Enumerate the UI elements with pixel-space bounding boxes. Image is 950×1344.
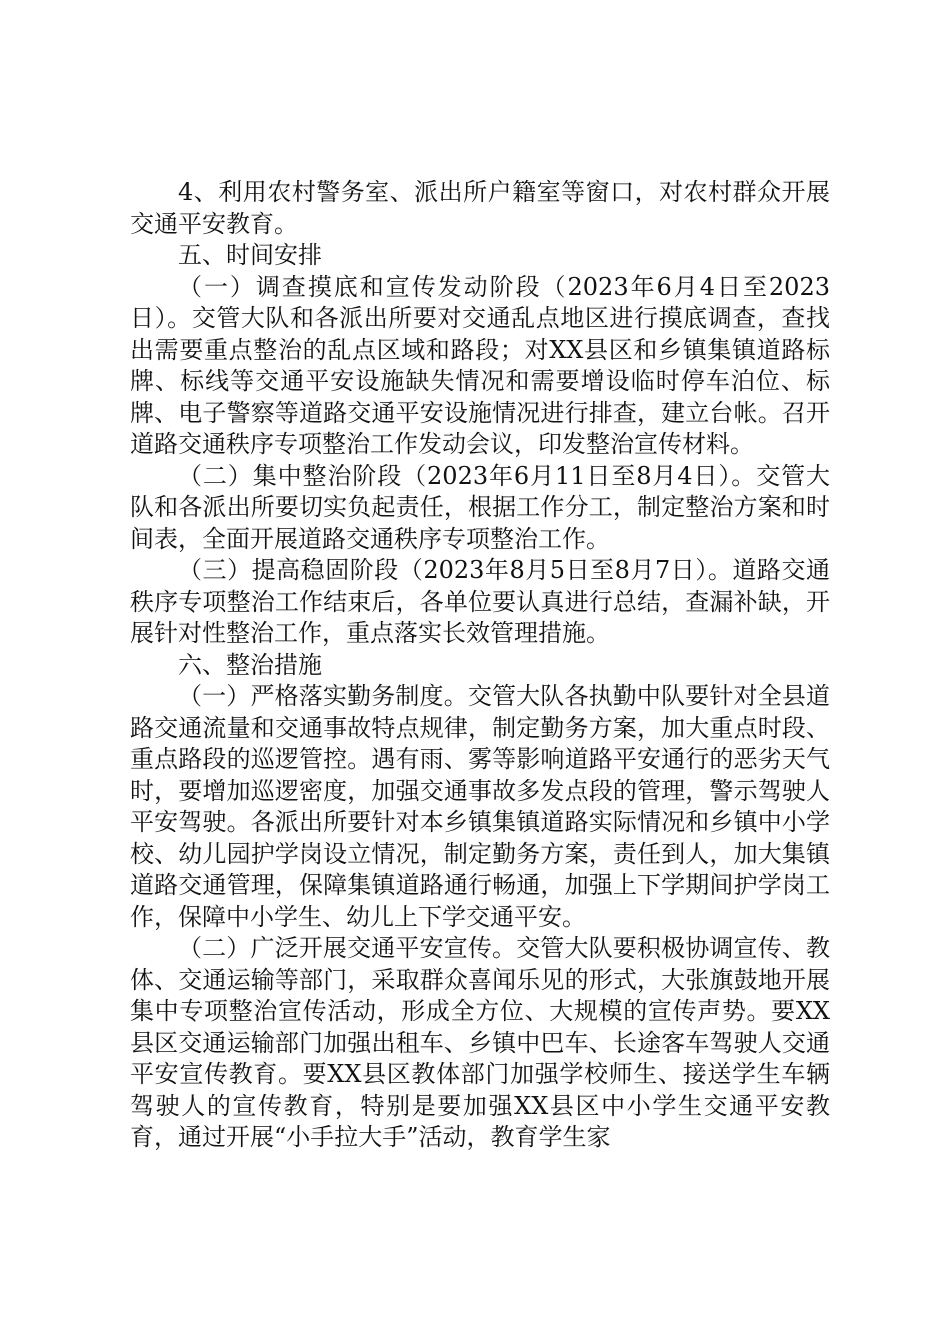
paragraph-stage-consolidation: （三）提高稳固阶段（2023年8月5日至8月7日）。道路交通秩序专项整治工作结束后，各单位要认真进行总结，查漏补缺，开展针对性整治工作，重点落实长效管理措施。 — [130, 556, 830, 647]
document-page — [130, 177, 830, 1154]
paragraph-stage-survey: （一）调查摸底和宣传发动阶段（2023年6月4日至2023日）。交管大队和各派出所要对交通乱点地区进行摸底调查，查找出需要重点整治的乱点区域和路段；对XX县区和乡镇集镇道路标牌、标线等交通平安设施缺失情况和需要增设临时停车泊位、标牌、电子警察等道路交通平安设施情况进行排查，建立台帐。召开道路交通秩序专项整治工作发动会议，印发整治宣传材料。 — [130, 272, 830, 458]
paragraph-rural-education: 4、利用农村警务室、派出所户籍室等窗口，对农村群众开展交通平安教育。 — [130, 178, 830, 238]
paragraph-duty-system: （一）严格落实勤务制度。交管大队各执勤中队要针对全县道路交通流量和交通事故特点规律，制定勤务方案，加大重点时段、重点路段的巡逻管控。遇有雨、雾等影响道路平安通行的恶劣天气时，要增加巡逻密度，加强交通事故多发点段的管理，警示驾驶人平安驾驶。各派出所要针对本乡镇集镇道路实际情况和乡镇中小学校、幼儿园护学岗设立情况，制定勤务方案，责任到人，加大集镇道路交通管理，保障集镇道路通行畅通，加强上下学期间护学岗工作，保障中小学生、幼儿上下学交通平安。 — [130, 682, 830, 931]
paragraph-stage-concentrated: （二）集中整治阶段（2023年6月11日至8月4日）。交管大队和各派出所要切实负起责任，根据工作分工，制定整治方案和时间表，全面开展道路交通秩序专项整治工作。 — [130, 461, 830, 553]
paragraph-publicity: （二）广泛开展交通平安宣传。交管大队要积极协调宣传、教体、交通运输等部门，采取群众喜闻乐见的形式，大张旗鼓地开展集中专项整治宣传活动，形成全方位、大规模的宣传声势。要XX县区交通运输部门加强出租车、乡镇中巴车、长途客车驾驶人交通平安宣传教育。要XX县区教体部门加强学校师生、接送学生车辆驾驶人的宣传教育，特别是要加强XX县区中小学生交通平安教育，通过开展“小手拉大手”活动，教育学生家 — [130, 934, 830, 1151]
heading-measures: 六、整治措施 — [178, 650, 322, 679]
heading-schedule: 五、时间安排 — [178, 241, 322, 269]
